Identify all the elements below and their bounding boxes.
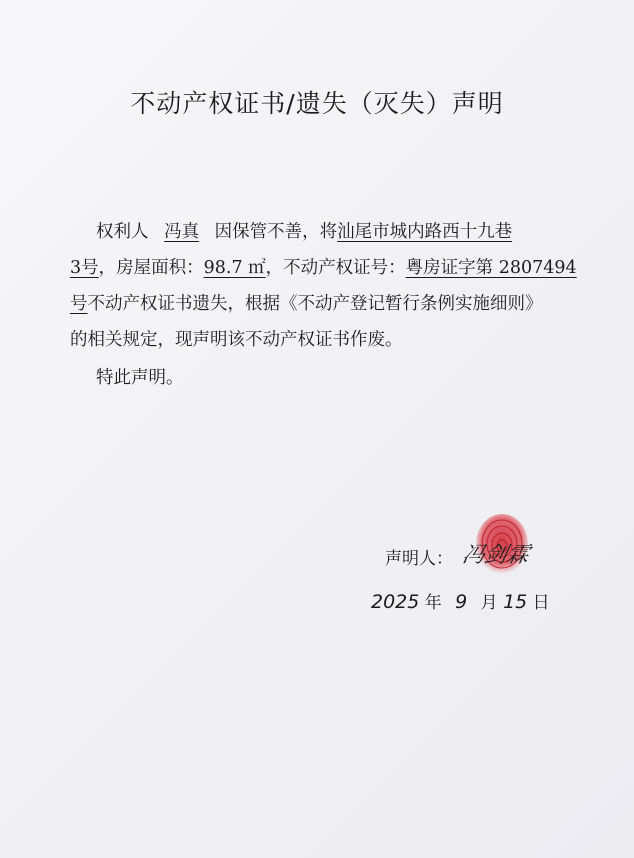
closing-text: 特此声明。: [96, 368, 184, 388]
date-month-unit: 月: [480, 593, 498, 613]
cert-number: 粤房证字第 2807494: [405, 258, 577, 278]
body-line-2: [70, 250, 610, 286]
body-line-3: [70, 286, 610, 322]
document-title: 不动产权证书/遗失（灭失）声明: [130, 89, 504, 118]
declaration-body: [70, 214, 610, 396]
date-year-unit: 年: [424, 593, 442, 613]
declaration-date: [371, 588, 550, 613]
address-part-1: 汕尾市城内路西十九巷: [337, 222, 513, 242]
area-label: ，房屋面积：: [98, 258, 204, 278]
date-day: 15: [503, 591, 528, 613]
signature-block: [371, 540, 615, 630]
body-line-3-text: 不动产权证书遗失，根据《不动产登记暂行条例实施细则》: [87, 294, 543, 314]
date-day-unit: 日: [532, 593, 550, 613]
address-part-2: 3号: [70, 258, 99, 278]
closing-line: [70, 360, 610, 396]
holder-prefix: 权利人: [96, 222, 149, 242]
declarant-signature: 冯剑霖: [459, 543, 532, 568]
loss-reason: 因保管不善，将: [214, 222, 338, 242]
date-year: 2025: [371, 591, 420, 613]
area-value: 98.7 ㎡: [203, 258, 266, 278]
body-line-1: [70, 214, 610, 250]
body-line-4: [70, 322, 610, 358]
cert-number-tail: 号: [70, 294, 88, 314]
date-month: 9: [455, 591, 468, 613]
cert-label: ，不动产权证号：: [265, 258, 406, 278]
holder-name: 冯真: [164, 222, 200, 242]
declarant-label: 声明人：: [385, 549, 453, 569]
body-line-4-text: 的相关规定，现声明该不动产权证书作废。: [70, 330, 403, 350]
